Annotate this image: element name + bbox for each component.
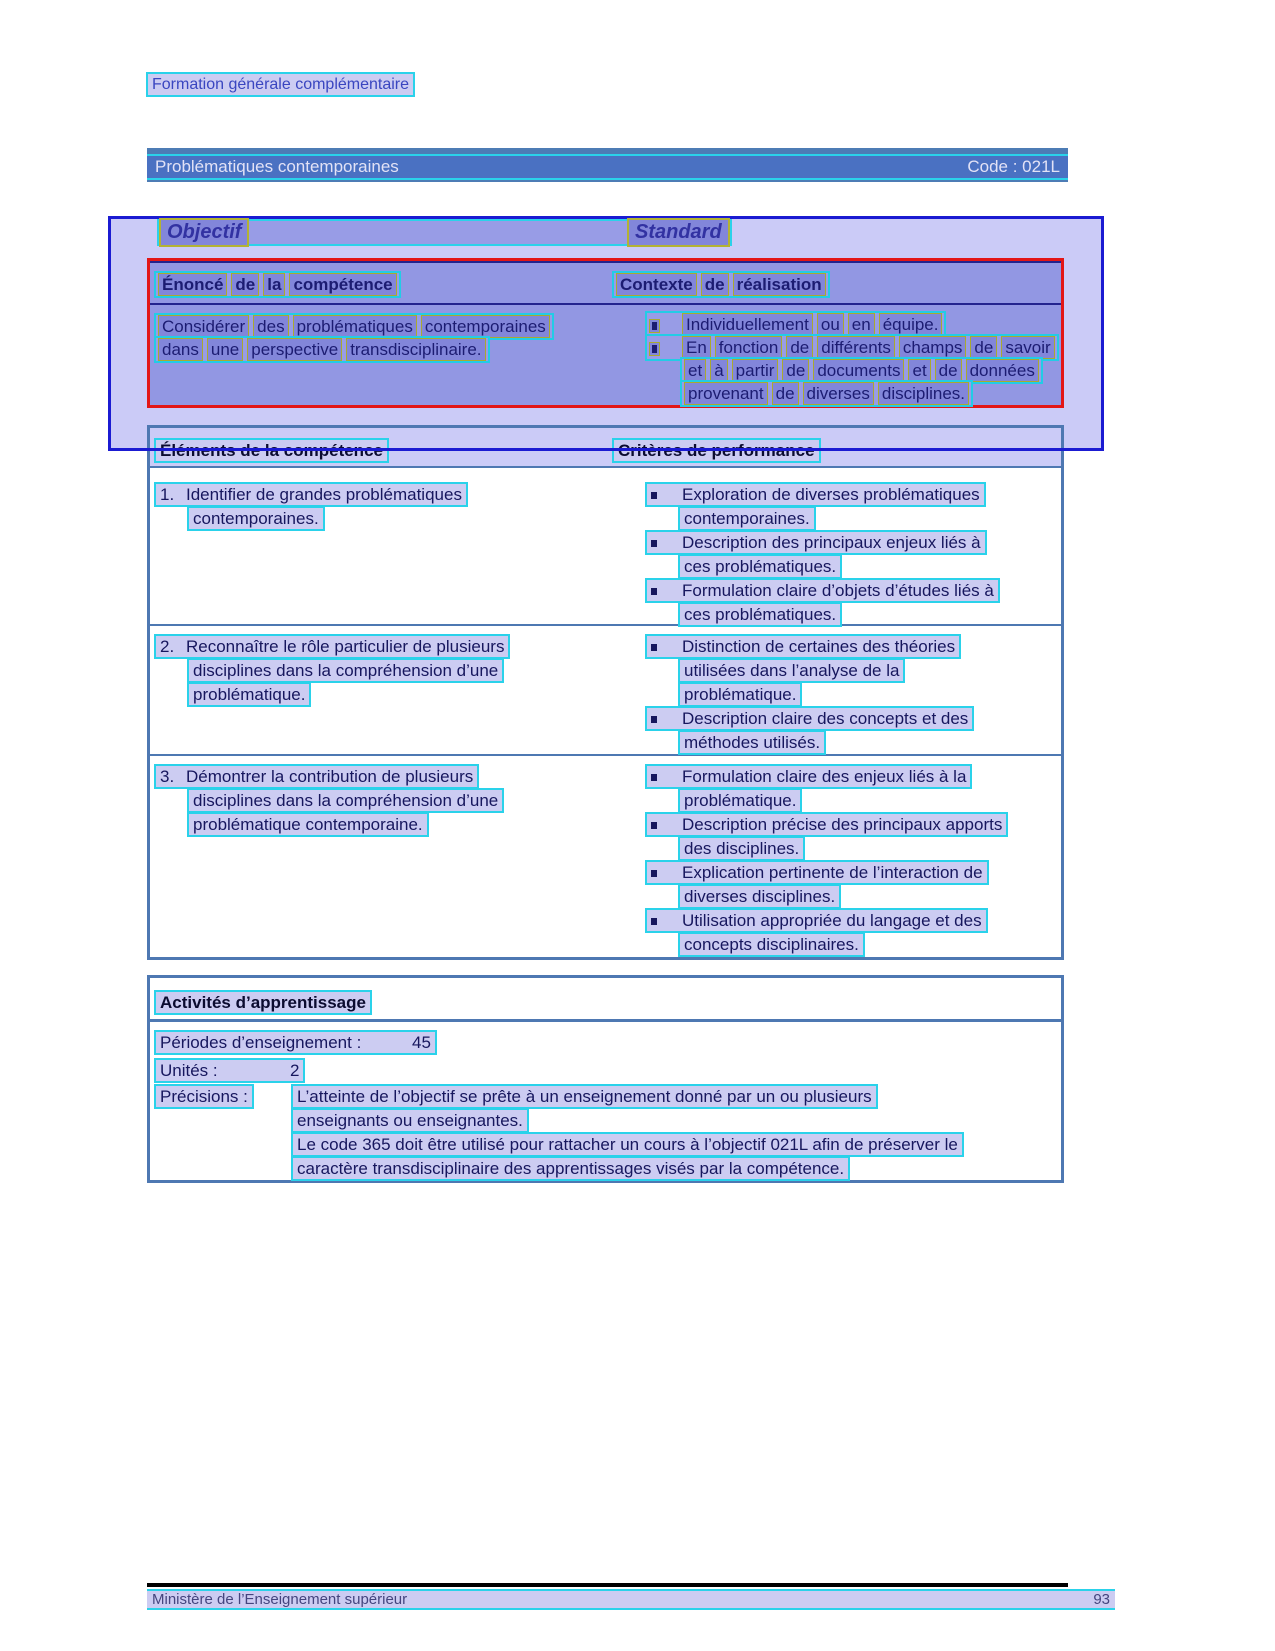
footer bbox=[147, 1589, 1115, 1610]
bullet-icon bbox=[651, 588, 657, 595]
context-bullet-line: En fonction de différents champs de savoir bbox=[645, 334, 1059, 361]
element-number: 1. bbox=[160, 485, 175, 504]
activities-box bbox=[147, 975, 1064, 1183]
competence-statement bbox=[154, 313, 554, 359]
annotation-overlay-bottom-border bbox=[108, 448, 1104, 451]
bullet-icon bbox=[651, 492, 657, 499]
performance-bullet-line: Description des principaux enjeux liés à bbox=[645, 530, 987, 555]
element-line: disciplines dans la compréhension d’une bbox=[187, 658, 504, 683]
enonce-table-header bbox=[150, 261, 1061, 305]
precisions-line: Le code 365 doit être utilisé pour rattacher un cours à l’objectif 021L afin de préserver le bbox=[291, 1132, 964, 1157]
precisions-text bbox=[291, 1084, 964, 1180]
bullet-icon bbox=[651, 870, 657, 877]
activities-header: Activités d’apprentissage bbox=[154, 990, 372, 1015]
competence-statement-line: dans une perspective transdisciplinaire. bbox=[154, 336, 490, 363]
contexte-header: Contexte de réalisation bbox=[612, 271, 830, 298]
document-title: Problématiques contemporaines bbox=[155, 157, 399, 176]
bullet-icon bbox=[651, 716, 657, 723]
performance-bullet-line: méthodes utilisés. bbox=[678, 730, 826, 755]
title-band bbox=[147, 154, 1068, 180]
performance-bullet-line: Formulation claire des enjeux liés à la bbox=[645, 764, 972, 789]
page-header-label-text: Formation générale complémentaire bbox=[146, 72, 415, 97]
elements-table bbox=[147, 425, 1064, 960]
context-bullet-list bbox=[645, 311, 1059, 403]
performance-bullet-line: Distinction de certaines des théories bbox=[645, 634, 961, 659]
units-value: 2 bbox=[290, 1061, 300, 1080]
performance-bullet-line: Description précise des principaux apports bbox=[645, 812, 1008, 837]
element-line: problématique contemporaine. bbox=[187, 812, 429, 837]
objectif-heading: Objectif bbox=[159, 218, 249, 247]
page-header-label bbox=[146, 72, 415, 97]
activities-header-row bbox=[150, 978, 1061, 1022]
element-line: disciplines dans la compréhension d’une bbox=[187, 788, 504, 813]
performance-bullet-line: Formulation claire d’objets d’études liés à bbox=[645, 578, 1000, 603]
performance-bullet-line: concepts disciplinaires. bbox=[678, 932, 865, 957]
performance-bullet-line: problématique. bbox=[678, 788, 802, 813]
document-code: Code : 021L bbox=[967, 157, 1060, 176]
performance-bullet-line: des disciplines. bbox=[678, 836, 805, 861]
footer-page-number: 93 bbox=[1093, 1591, 1110, 1608]
precisions-line: L’atteinte de l’objectif se prête à un enseignement donné par un ou plusieurs bbox=[291, 1084, 878, 1109]
table-row bbox=[150, 468, 1061, 626]
table-row bbox=[150, 626, 1061, 756]
bullet-icon bbox=[651, 540, 657, 547]
bullet-icon bbox=[651, 774, 657, 781]
bullet-icon bbox=[651, 822, 657, 829]
performance-bullet-list bbox=[645, 482, 1000, 626]
context-bullet-line: Individuellement ou en équipe. bbox=[645, 311, 946, 338]
performance-bullet-line: contemporaines. bbox=[678, 506, 816, 531]
performance-bullet-line: problématique. bbox=[678, 682, 802, 707]
element-line: problématique. bbox=[187, 682, 311, 707]
competence-statement-line: Considérer des problématiques contemporaines bbox=[154, 313, 554, 340]
element-text bbox=[154, 634, 510, 706]
performance-bullet-list bbox=[645, 634, 974, 754]
element-line: 3. Démontrer la contribution de plusieurs bbox=[154, 764, 479, 789]
element-text bbox=[154, 482, 468, 530]
activities-body bbox=[150, 1022, 1061, 1180]
enonce-header: Énoncé de la compétence bbox=[154, 271, 401, 298]
document-title-bar bbox=[147, 148, 1068, 182]
element-text bbox=[154, 764, 504, 836]
element-number: 2. bbox=[160, 637, 175, 656]
footer-ministry: Ministère de l’Enseignement supérieur bbox=[152, 1591, 408, 1608]
enonce-table bbox=[147, 258, 1064, 408]
performance-bullet-line: utilisées dans l’analyse de la bbox=[678, 658, 905, 683]
units-label: Unités : bbox=[160, 1061, 218, 1080]
context-bullet-line: et à partir de documents et de données bbox=[680, 357, 1043, 384]
element-number: 3. bbox=[160, 767, 175, 786]
performance-bullet-line: diverses disciplines. bbox=[678, 884, 841, 909]
periods-row bbox=[154, 1030, 437, 1055]
periods-label: Périodes d’enseignement : bbox=[160, 1033, 362, 1052]
element-line: 1. Identifier de grandes problématiques bbox=[154, 482, 468, 507]
bullet-icon bbox=[649, 342, 660, 356]
bullet-icon bbox=[651, 644, 657, 651]
footer-rule bbox=[147, 1583, 1068, 1587]
precisions-line: enseignants ou enseignantes. bbox=[291, 1108, 529, 1133]
precisions-label: Précisions : bbox=[154, 1084, 254, 1109]
objectif-standard-strip bbox=[157, 219, 732, 246]
performance-bullet-line: ces problématiques. bbox=[678, 554, 842, 579]
precisions-line: caractère transdisciplinaire des apprentissages visés par la compétence. bbox=[291, 1156, 850, 1181]
element-line: contemporaines. bbox=[187, 506, 325, 531]
standard-heading: Standard bbox=[627, 218, 730, 247]
performance-bullet-line: Exploration de diverses problématiques bbox=[645, 482, 986, 507]
bullet-icon bbox=[649, 319, 660, 333]
precisions-row bbox=[154, 1084, 958, 1178]
bullet-icon bbox=[651, 918, 657, 925]
performance-bullet-line: Description claire des concepts et des bbox=[645, 706, 974, 731]
performance-bullet-line: Utilisation appropriée du langage et des bbox=[645, 908, 988, 933]
performance-bullet-list bbox=[645, 764, 1008, 956]
units-row bbox=[154, 1058, 305, 1083]
element-line: 2. Reconnaître le rôle particulier de plusieurs bbox=[154, 634, 510, 659]
table-row bbox=[150, 756, 1061, 957]
periods-value: 45 bbox=[412, 1033, 431, 1052]
performance-bullet-line: ces problématiques. bbox=[678, 602, 842, 627]
performance-bullet-line: Explication pertinente de l’interaction de bbox=[645, 860, 989, 885]
context-bullet-line: provenant de diverses disciplines. bbox=[680, 380, 973, 407]
